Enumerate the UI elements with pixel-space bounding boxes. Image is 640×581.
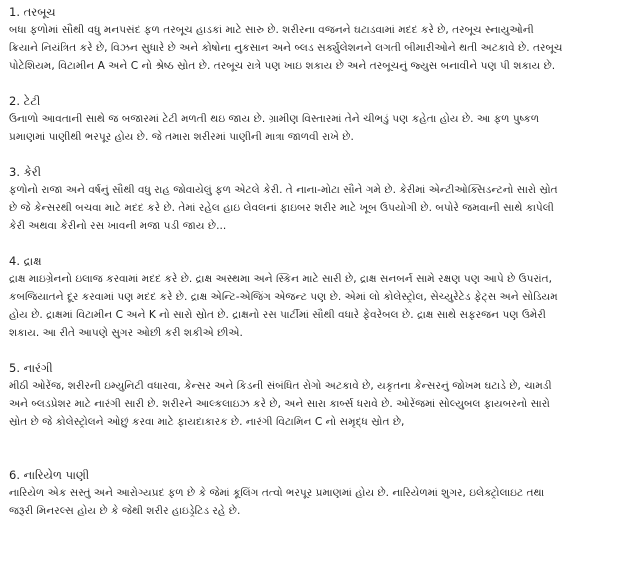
paragraph-line: દ્રાક્ષ માઇગ્રેનનો ઇલાજ કરવામાં મદદ કરે છે. દ્રાક્ષ અસ્થમા અને સ્કિન માટે સારી છે, દ્રાક્ષ સનબર્ન સામે રક્ષણ પણ આપે છે ઉપરાંત, (9, 273, 553, 285)
paragraph-line: ફળોનો રાજા અને વર્ષનું સૌથી વધુ રાહ જોવાયેલું ફળ એટલે કેરી. તે નાના-મોટા સૌને ગમે છે. કેરીમાં એન્ટીઓક્સિડન્ટનો સારો સ્રોત (9, 184, 558, 196)
section-gap (9, 235, 631, 253)
section-gap (9, 431, 631, 449)
section-orange (9, 360, 631, 431)
section-heading: 3. કેરી (9, 165, 41, 179)
section-muskmelon (9, 93, 631, 146)
paragraph-line: નારિયેળ એક સસ્તું અને આરોગ્યપ્રદ ફળ છે કે જેમાં કૂલિંગ તત્વો ભરપૂર પ્રમાણમાં હોય છે. નારિયેળમાં શુગર, ઇલેક્ટ્રોલાઇટ તથા (9, 487, 545, 499)
section-heading: 2. ટેટી (9, 94, 41, 108)
section-gap (9, 342, 631, 360)
paragraph-line: છે જે કેન્સરથી બચવા માટે મદદ કરે છે. તેમાં રહેલ હાઇ લેવલનાં ફાઇબર શરીર માટે ખૂબ ઉપયોગી છે. બપોરે જમવાની સાથે કાપેલી (9, 202, 554, 214)
section-watermelon (9, 4, 631, 75)
paragraph-line: હોય છે. દ્રાક્ષમાં વિટામીન C અને K નો સારો સ્રોત છે. દ્રાક્ષનો રસ પાર્ટીમાં સૌથી વધારે ફેવરેબલ છે. દ્રાક્ષ સાથે સફરજન પણ ઉમેરી (9, 309, 546, 321)
paragraph-line: કેરી અથવા કેરીનો રસ ખાવની મજા પડી જાય છે... (9, 220, 227, 232)
section-mango (9, 164, 631, 235)
paragraph-line: બધા ફળોમાં સૌથી વધુ મનપસંદ ફળ તરબૂચ હાડકાં માટે સારુ છે. શરીરના વજનને ઘટાડવામાં મદદ કરે છે, તરબૂચ સ્નાયુઓની (9, 24, 534, 36)
paragraph-line: ઉનાળો આવતાની સાથે જ બજારમાં ટેટી મળતી થઇ જાય છે. ગ્રામીણ વિસ્તારમાં તેને ચીભડું પણ કહેતા હોય છે. આ ફળ પુષ્કળ (9, 113, 540, 125)
section-heading: 4. દ્રાક્ષ (9, 254, 42, 268)
paragraph-line: કબજિયાતને દૂર કરવામાં પણ મદદ કરે છે. દ્રાક્ષ એન્ટિ-એજિંગ એજન્ટ પણ છે. એમાં લો કોલેસ્ટ્રોલ, સેચ્યુરેટેડ ફેટ્સ અને સોડિયમ (9, 291, 558, 303)
section-coconut-water (9, 467, 631, 520)
paragraph-line: મીઠી ઓરેંજ, શરીરની ઇમ્યુનિટી વધારવા, કેન્સર અને કિડની સંબંધિત રોગો અટકાવે છે, યકૃતના કેન્સરનું જોખમ ઘટાડે છે, ચામડી (9, 380, 552, 392)
paragraph-line: સ્રોત છે જે કોલેસ્ટ્રોલને ઓછું કરવા માટે ફાયદાકારક છે. નારંગી વિટામિન C નો સમૃદ્ધ સ્રોત છે, (9, 416, 405, 428)
section-heading: 1. તરબૂચ (9, 5, 56, 19)
section-grapes (9, 253, 631, 342)
paragraph-line: જરૂરી મિનરલ્સ હોય છે કે જેથી શરીર હાઇડ્રેટિડ રહે છે. (9, 505, 241, 517)
paragraph-line: શકાય. આ રીતે આપણે સુગર ઓછી કરી શકીએ છીએ. (9, 327, 243, 339)
section-gap (9, 75, 631, 93)
section-gap (9, 146, 631, 164)
paragraph-line: ક્રિયાને નિયંત્રિત કરે છે, વિઝન સુધારે છે અને કોષોના નુકસાન અને બ્લડ સર્ક્યુલેશનને લગતી બીમારીઓને થતી અટકાવે છે. તરબૂચ (9, 42, 563, 54)
paragraph-line: પ્રમાણમાં પાણીથી ભરપૂર હોય છે. જે તમારા શરીરમાં પાણીની માત્રા જાળવી રાખે છે. (9, 131, 354, 143)
paragraph-line: અને બ્લડપ્રેશર માટે નારંગી સારી છે. શરીરને આલ્કલાઇઝ કરે છે, અને સારા કાર્બ્સ ધરાવે છે. ઓરેંજમાં સોલ્યુબલ ફાયબરનો સારો (9, 398, 550, 410)
section-gap (9, 449, 631, 467)
paragraph-line: પોટેશિયમ, વિટામીન A અને C નો શ્રેષ્ઠ સ્રોત છે. તરબૂચ રાત્રે પણ ખાઇ શકાય છે અને તરબૂચનું જ્યુસ બનાવીને પણ પી શકાય છે. (9, 60, 556, 72)
section-heading: 5. નારંગી (9, 361, 53, 375)
section-heading: 6. નારિયેળ પાણી (9, 468, 90, 482)
